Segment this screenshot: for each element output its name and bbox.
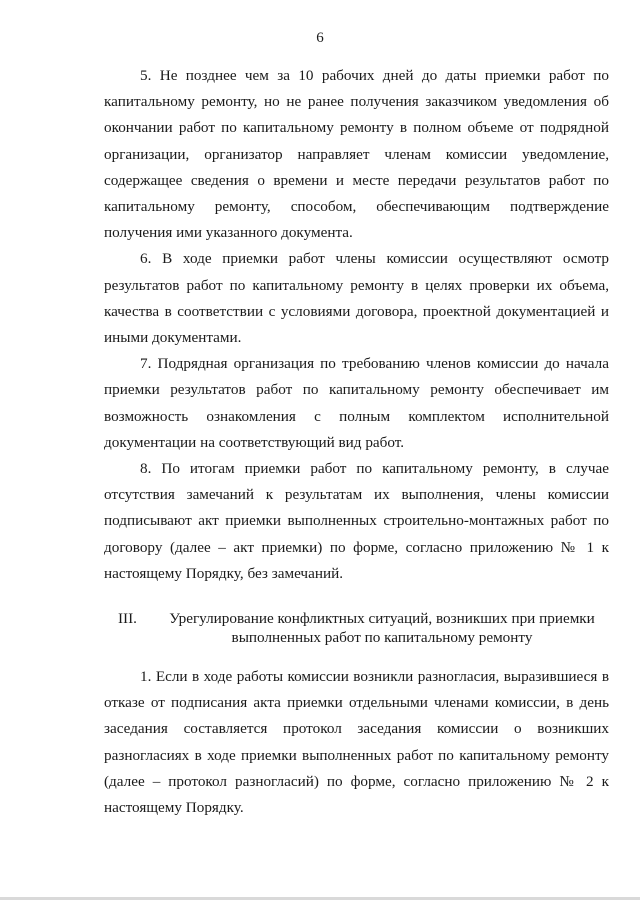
section-title-line-1: Урегулирование конфликтных ситуаций, возникших при приемки	[169, 610, 595, 627]
section-title-line-2: выполненных работ по капитальному ремонту	[231, 629, 533, 646]
document-body	[104, 63, 609, 587]
paragraph-5: 5. Не позднее чем за 10 рабочих дней до даты приемки работ по капитальному ремонту, но не ранее получения заказчиком уведомления об окончании работ по капитальному ремонту в полном объеме от подрядной организации, организатор направляет членам комиссии уведомление, содержащее сведения о времени и месте передачи результатов работ по капитальному ремонту, способом, обеспечивающим подтверждение получения ими указанного документа.	[104, 67, 609, 242]
paragraph-6: 6. В ходе приемки работ члены комиссии осуществляют осмотр результатов работ по капитальному ремонту в целях проверки их объема, качества в соответствии с условиями договора, проектной документацией и иными документами.	[104, 250, 609, 347]
paragraph-8: 8. По итогам приемки работ по капитальному ремонту, в случае отсутствия замечаний к результатам их выполнения, члены комиссии подписывают акт приемки выполненных строительно-монтажных работ по договору (далее – акт приемки) по форме, согласно приложению № 1 к настоящему Порядку, без замечаний.	[104, 460, 609, 582]
section-number: III.	[118, 610, 137, 627]
section-paragraph-1: 1. Если в ходе работы комиссии возникли разногласия, выразившиеся в отказе от подписания акта приемки отдельными членами комиссии, в день заседания составляется протокол заседания комиссии о возникших разногласиях в ходе приемки выполненных работ по капитальному ремонту (далее – протокол разногласий) по форме, согласно приложению № 2 к настоящему Порядку.	[104, 668, 609, 817]
section-heading	[118, 609, 608, 647]
page-number: 6	[316, 30, 324, 46]
section-body	[104, 664, 609, 821]
paragraph-7: 7. Подрядная организация по требованию членов комиссии до начала приемки результатов работ по капитальному ремонту обеспечивает им возможность ознакомления с полным комплектом исполнительной документации на соответствующий вид работ.	[104, 355, 609, 451]
